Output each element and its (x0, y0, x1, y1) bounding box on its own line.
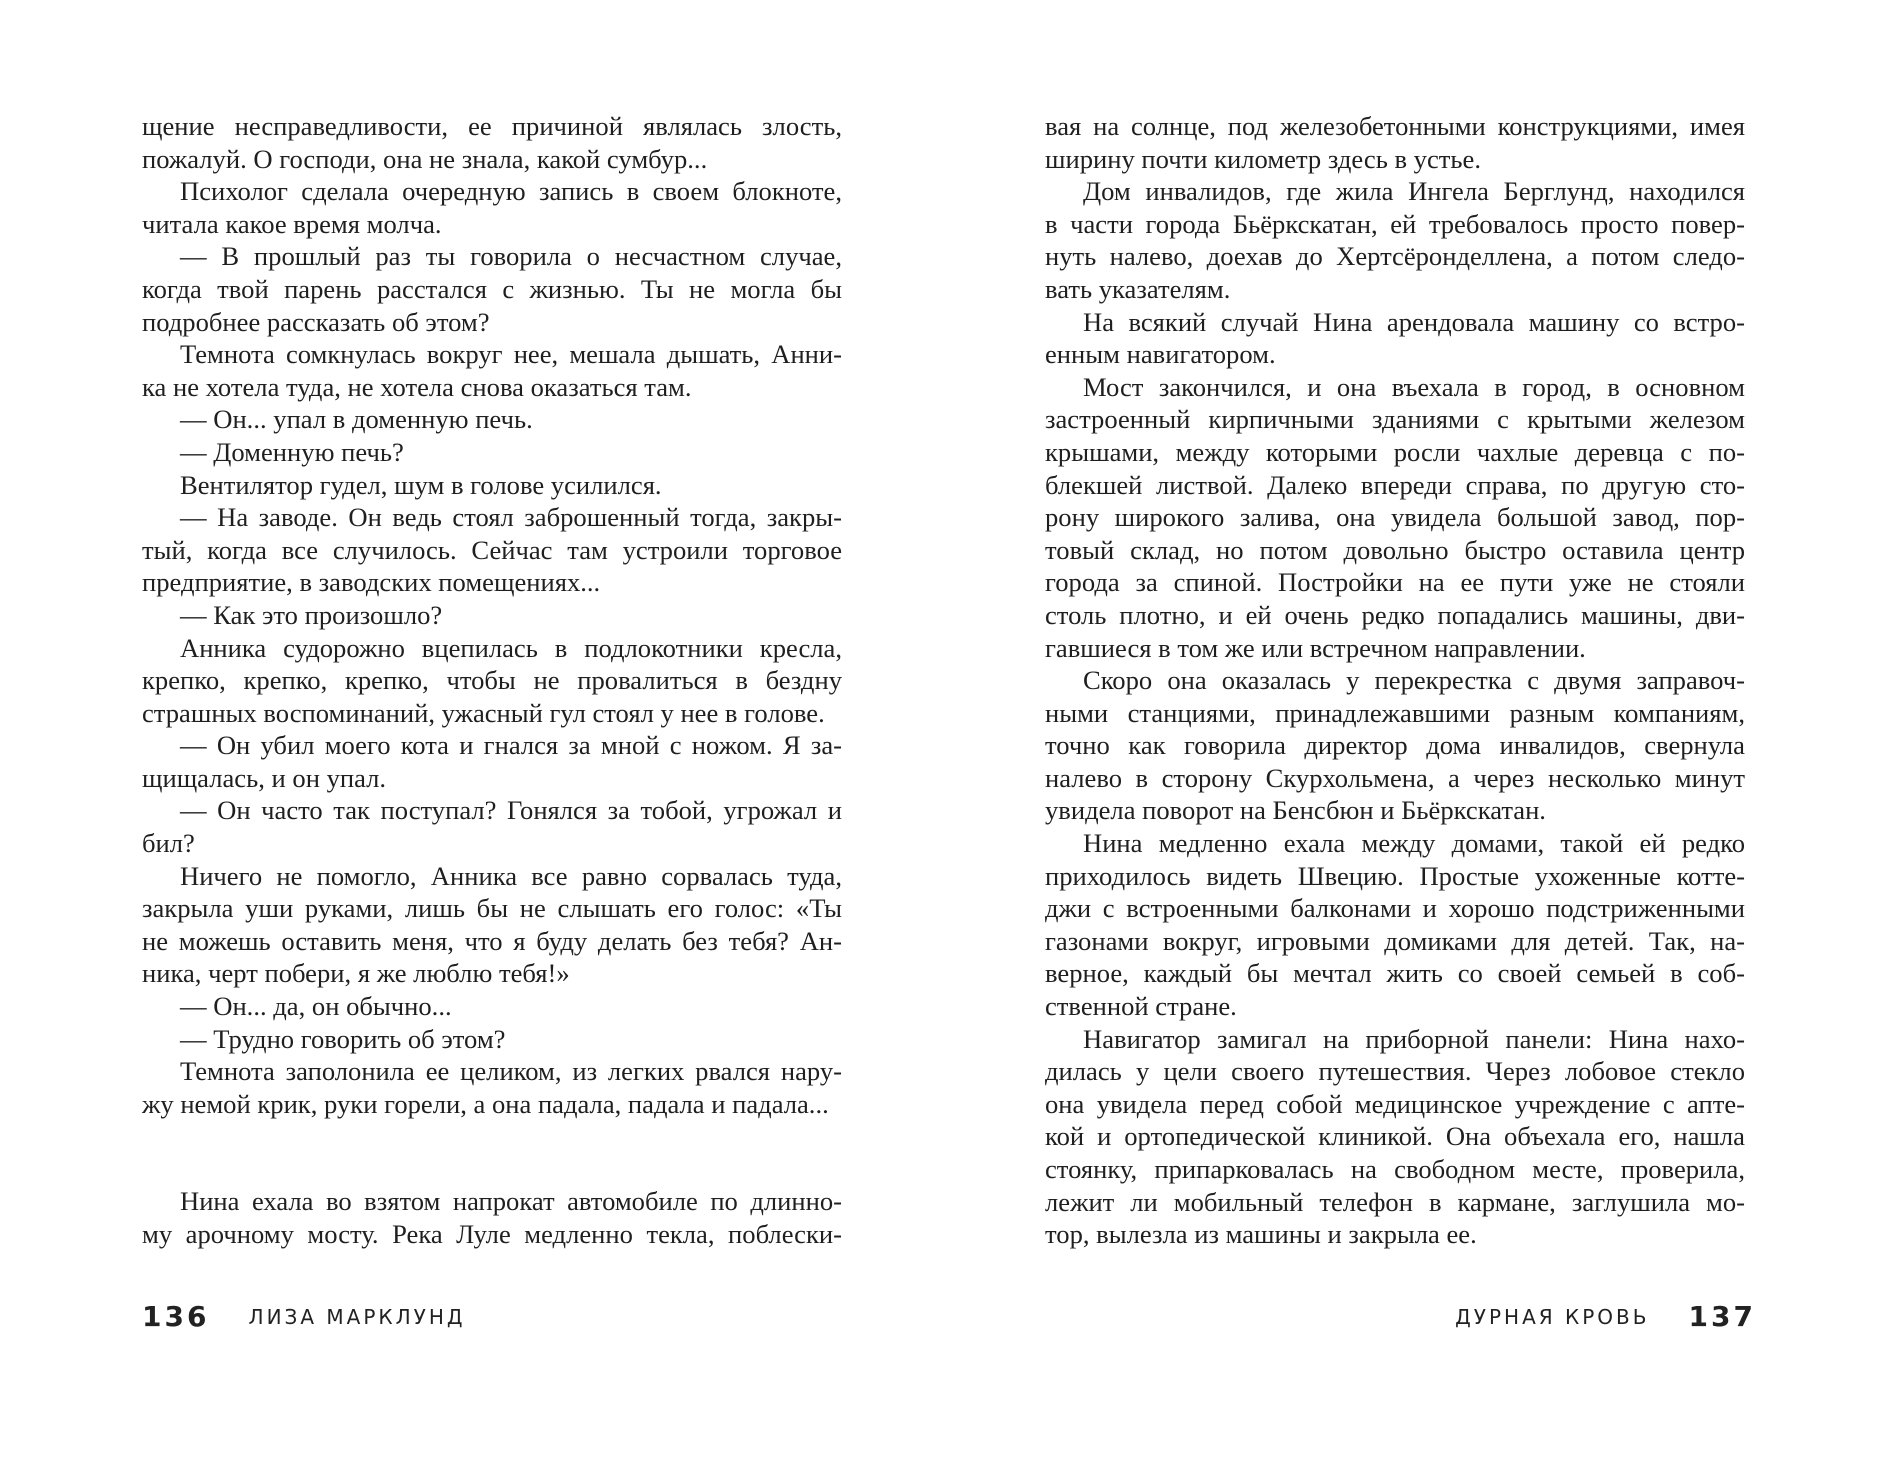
text-line: приходилось видеть Швецию. Простые ухоженные котте- (1045, 860, 1745, 891)
text-line: Навигатор замигал на приборной панели: Нина нахо- (1083, 1023, 1745, 1054)
text-line: щение несправедливости, ее причиной являлась злость, (142, 111, 842, 141)
running-head-title: ДУРНАЯ КРОВЬ (1455, 1305, 1650, 1329)
text-line: джи с встроенными балконами и хорошо подстриженными (1045, 893, 1745, 924)
text-line: страшных воспоминаний, ужасный гул стоял у нее в голове. (142, 697, 825, 728)
text-line: вая на солнце, под железобетонными конструкциями, имея (1045, 111, 1745, 141)
text-line: дилась у цели своего путешествия. Через лобовое стекло (1045, 1056, 1745, 1087)
text-line: крышами, между которыми росли чахлые деревца с по- (1045, 436, 1745, 467)
text-line: гавшиеся в том же или встречном направлении. (1045, 632, 1586, 663)
text-line: — Он... да, он обычно... (180, 991, 452, 1022)
left-page-text-block (142, 110, 842, 1120)
right-page-text-block (1045, 110, 1745, 1251)
text-line: Мост закончился, и она въехала в город, в основном (1083, 371, 1745, 402)
text-line: блекшей листвой. Далеко впереди справа, по другую сто- (1045, 469, 1745, 500)
text-line: енным навигатором. (1045, 339, 1276, 370)
text-line: кой и ортопедической клиникой. Она объехала его, нашла (1045, 1121, 1745, 1152)
text-line: Нина медленно ехала между домами, такой ей редко (1083, 828, 1745, 859)
text-line: города за спиной. Постройки на ее пути уже не стояли (1045, 567, 1745, 598)
text-line: — Он убил моего кота и гнался за мной с ножом. Я за- (180, 730, 842, 761)
text-line: му арочному мосту. Река Луле медленно текла, поблески- (142, 1219, 842, 1249)
text-line: Дом инвалидов, где жила Ингела Берглунд, находился (1083, 176, 1745, 207)
text-line: щищалась, и он упал. (142, 762, 387, 793)
text-line: Скоро она оказалась у перекрестка с двумя заправоч- (1083, 665, 1745, 696)
right-page-footer (1455, 1300, 1756, 1333)
text-line: — Как это произошло? (180, 599, 443, 630)
text-line: газонами вокруг, игровыми домиками для детей. Так, на- (1045, 925, 1745, 956)
text-line: Ничего не помогло, Анника все равно сорвалась туда, (180, 860, 842, 891)
text-line: вать указателям. (1045, 273, 1231, 304)
page-number-right: 137 (1688, 1300, 1756, 1333)
text-line: бил? (142, 828, 195, 859)
text-line: — На заводе. Он ведь стоял заброшенный тогда, закры- (180, 502, 842, 533)
text-line: Вентилятор гудел, шум в голове усилился. (180, 469, 662, 500)
text-line: ными станциями, принадлежавшими разным компаниям, (1045, 697, 1745, 728)
text-line: предприятие, в заводских помещениях... (142, 567, 601, 598)
left-page-text-block-after-break (142, 1185, 842, 1250)
text-line: подробнее рассказать об этом? (142, 306, 490, 337)
text-line: жу немой крик, руки горели, а она падала, падала и падала... (142, 1088, 829, 1119)
text-line: верное, каждый бы мечтал жить со своей семьей в соб- (1045, 958, 1745, 989)
text-line: — Он... упал в доменную печь. (180, 404, 533, 435)
text-line: тор, вылезла из машины и закрыла ее. (1045, 1219, 1477, 1250)
text-line: ственной стране. (1045, 991, 1237, 1022)
text-line: точно как говорила директор дома инвалидов, свернула (1045, 730, 1745, 761)
text-line: ка не хотела туда, не хотела снова оказаться там. (142, 371, 692, 402)
text-line: — Он часто так поступал? Гонялся за тобой, угрожал и (180, 795, 842, 826)
text-line: Психолог сделала очередную запись в своем блокноте, (180, 176, 842, 207)
text-line: читала какое время молча. (142, 208, 442, 239)
text-line: ника, черт побери, я же люблю тебя!» (142, 958, 570, 989)
page-number-left: 136 (142, 1300, 210, 1333)
text-line: когда твой парень расстался с жизнью. Ты не могла бы (142, 273, 842, 304)
text-line: Темнота заполонила ее целиком, из легких рвался нару- (180, 1056, 842, 1087)
text-line: ширину почти километр здесь в устье. (1045, 143, 1481, 174)
left-page-footer (142, 1300, 466, 1333)
text-line: лежит ли мобильный телефон в кармане, заглушила мо- (1045, 1186, 1745, 1217)
text-line: рону широкого залива, она увидела большой завод, пор- (1045, 502, 1745, 533)
left-page-body (142, 110, 842, 1251)
text-line: тый, когда все случилось. Сейчас там устроили торговое (142, 534, 842, 565)
text-line: крепко, крепко, крепко, чтобы не провалиться в бездну (142, 665, 842, 696)
running-head-author: ЛИЗА МАРКЛУНД (248, 1305, 466, 1329)
text-line: закрыла уши руками, лишь бы не слышать его голос: «Ты (142, 893, 842, 924)
text-line: столь плотно, и ей очень редко попадались машины, дви- (1045, 599, 1745, 630)
text-line: — Доменную печь? (180, 436, 404, 467)
section-break (142, 1120, 842, 1185)
text-line: стоянку, припарковалась на свободном месте, проверила, (1045, 1154, 1745, 1184)
text-line: застроенный кирпичными зданиями с крытыми железом (1045, 404, 1745, 435)
text-line: пожалуй. О господи, она не знала, какой сумбур... (142, 143, 708, 174)
text-line: налево в сторону Скурхольмена, а через несколько минут (1045, 762, 1745, 793)
text-line: в части города Бьёркскатан, ей требовалось просто повер- (1045, 208, 1745, 239)
text-line: увидела поворот на Бенсбюн и Бьёркскатан. (1045, 795, 1546, 826)
text-line: — В прошлый раз ты говорила о несчастном случае, (180, 241, 842, 272)
text-line: Темнота сомкнулась вокруг нее, мешала дышать, Анни- (180, 339, 842, 370)
text-line: нуть налево, доехав до Хертсёронделлена, а потом следо- (1045, 241, 1745, 272)
text-line: товый склад, но потом довольно быстро оставила центр (1045, 534, 1745, 565)
text-line: — Трудно говорить об этом? (180, 1023, 506, 1054)
text-line: На всякий случай Нина арендовала машину со встро- (1083, 306, 1745, 337)
right-page-body (1045, 110, 1745, 1251)
text-line: не можешь оставить меня, что я буду делать без тебя? Ан- (142, 925, 842, 956)
text-line: Анника судорожно вцепилась в подлокотники кресла, (180, 632, 842, 663)
text-line: она увидела перед собой медицинское учреждение с апте- (1045, 1088, 1745, 1119)
text-line: Нина ехала во взятом напрокат автомобиле по длинно- (180, 1186, 842, 1217)
